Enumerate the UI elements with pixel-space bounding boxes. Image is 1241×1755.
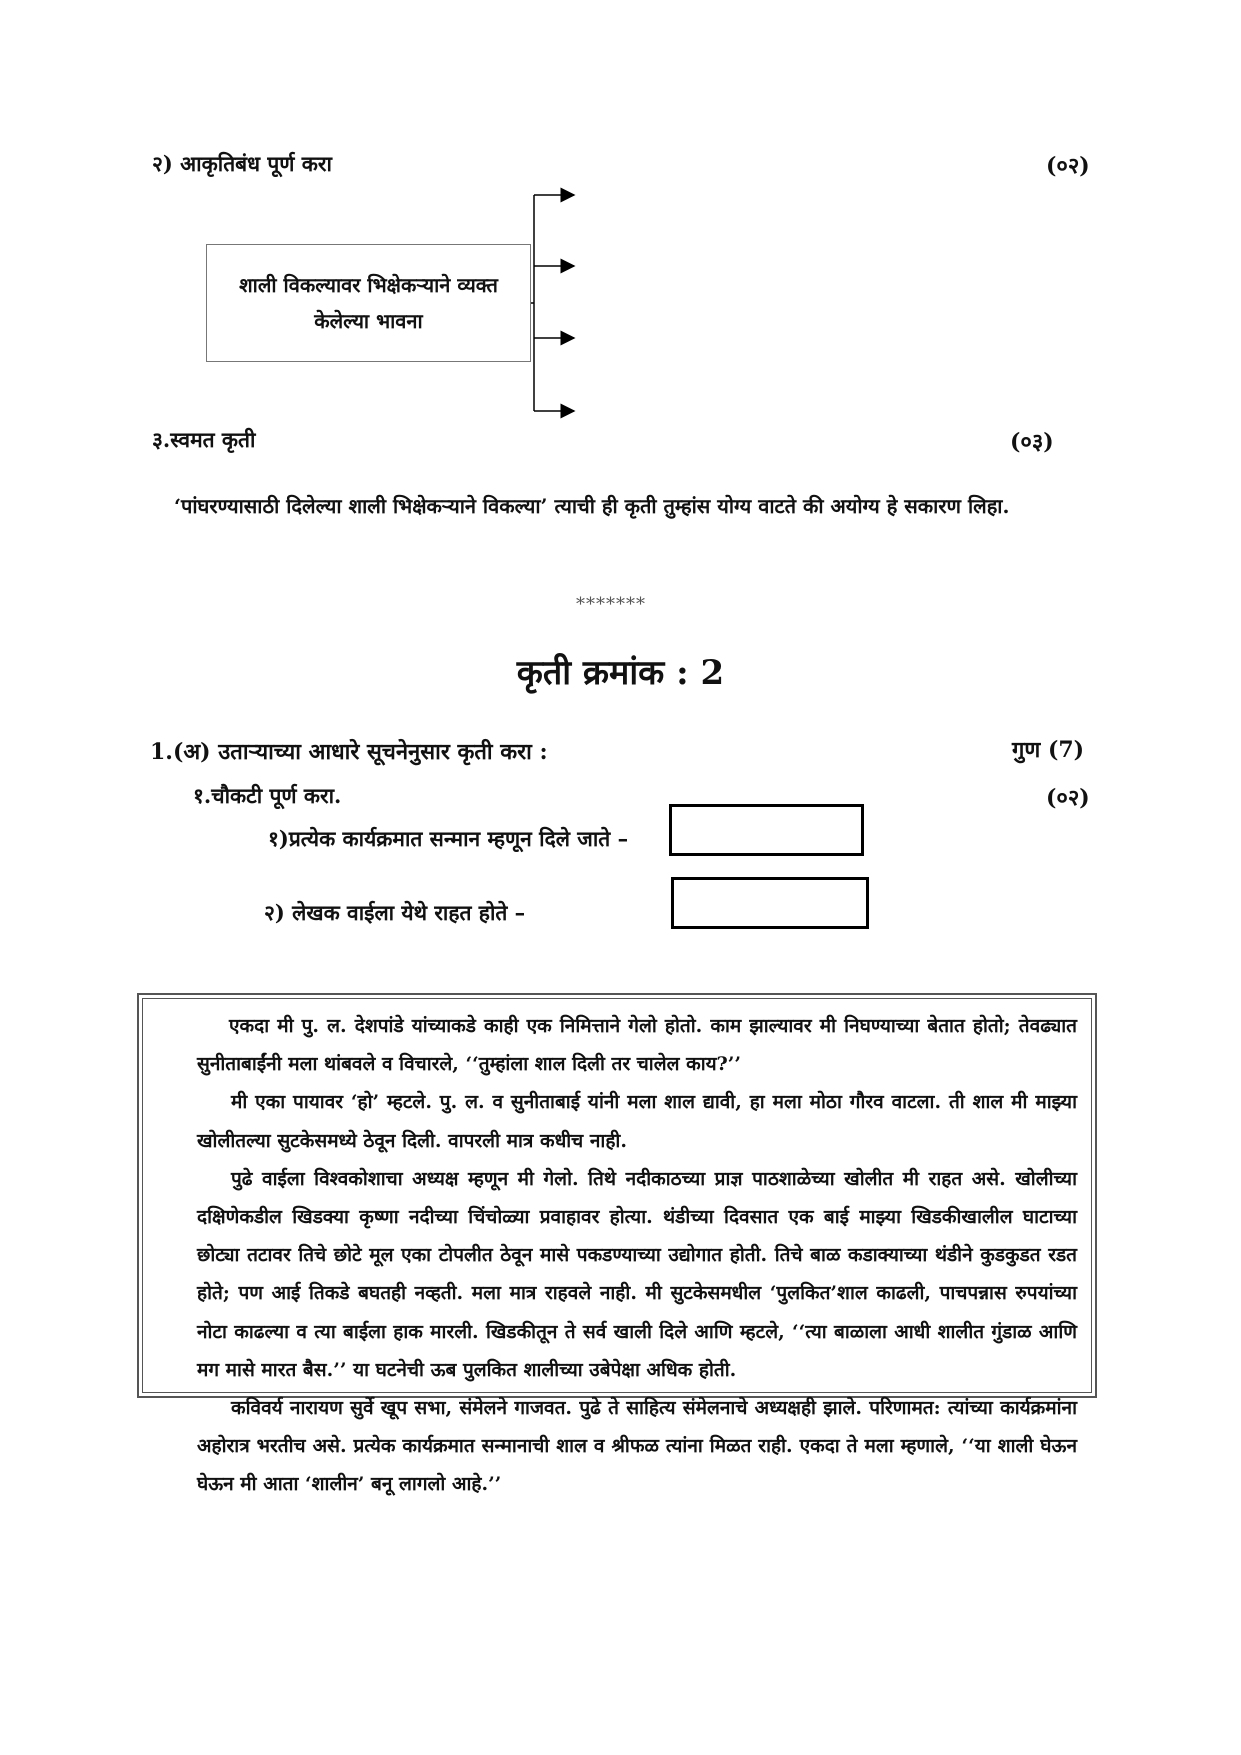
fill-item-1-label: १)प्रत्येक कार्यक्रमात सन्मान म्हणून दिले जाते –: [268, 826, 629, 851]
fill-item-2-label: २) लेखक वाईला येथे राहत होते –: [264, 900, 526, 925]
question-3-text: ‘पांघरण्यासाठी दिलेल्या शाली भिक्षेकऱ्याने विकल्या’ त्याची ही कृती तुम्हांस योग्य वाटते की अयोग्य हे सकारण लिहा.: [174, 494, 1010, 518]
question-1-label: 1.(अ) उताऱ्याच्या आधारे सूचनेनुसार कृती करा :: [150, 739, 548, 765]
passage-paragraph-4: कविवर्य नारायण सुर्वे खूप सभा, संमेलने गाजवत. पुढे ते साहित्य संमेलनाचे अध्यक्षही झाले. परिणामत: त्यांच्या कार्यक्रमांना अहोरात्र भरतीच असे. प्रत्येक कार्यक्रमात सन्मानाची शाल व श्रीफळ त्यांना मिळत राही. एकदा ते मला म्हणाले, ‘‘या शाली घेऊन घेऊन मी आता ‘शालीन’ बनू लागलो आहे.’’: [197, 1397, 1078, 1496]
answer-box-2[interactable]: [671, 877, 869, 929]
answer-box-1[interactable]: [669, 804, 864, 856]
concept-text-line-1: शाली विकल्यावर भिक्षेकऱ्याने व्यक्त: [239, 273, 498, 297]
concept-map-arrows: [0, 0, 1241, 440]
concept-text-line-2: केलेल्या भावना: [314, 309, 423, 333]
passage-paragraph-3: पुढे वाईला विश्वकोशाचा अध्यक्ष म्हणून मी गेलो. तिथे नदीकाठच्या प्राज्ञ पाठशाळेच्या खोलीत मी राहत असे. खोलीच्या दक्षिणेकडील खिडक्या कृष्णा नदीच्या चिंचोळ्या प्रवाहावर होत्या. थंडीच्या दिवसात एक बाई माझ्या खिडकीखालील घाटाच्या छोट्या तटावर तिचे छोटे मूल एका टोपलीत ठेवून मासे पकडण्याच्या उद्योगात होती. तिचे बाळ कडाक्याच्या थंडीने कुडकुडत रडत होते; पण आई तिकडे बघतही नव्हती. मला मात्र राहवले नाही. मी सुटकेसमधील ‘पुलकित’शाल काढली, पाचपन्नास रुपयांच्या नोटा काढल्या व त्या बाईला हाक मारली. खिडकीतून ते सर्व खाली दिले आणि म्हटले, ‘‘त्या बाळाला आधी शालीत गुंडाळ आणि मग मासे मारत बैस.’’ या घटनेची ऊब पुलकित शालीच्या उबेपेक्षा अधिक होती.: [197, 1167, 1077, 1381]
question-2-marks: (०२): [1046, 153, 1090, 179]
question-3-label: ३.स्वमत कृती: [152, 427, 256, 452]
separator-stars: *******: [576, 594, 646, 615]
section-heading: कृती क्रमांक : 2: [516, 653, 725, 693]
question-3-marks: (०३): [1010, 429, 1054, 455]
sub-question-marks: (०२): [1046, 785, 1090, 811]
sub-question-label: १.चौकटी पूर्ण करा.: [193, 783, 342, 808]
passage-frame: [137, 993, 1097, 1496]
question-2-label: २) आकृतिबंध पूर्ण करा: [152, 151, 332, 176]
passage-body: [142, 998, 1092, 1496]
passage-paragraph-2: मी एका पायावर ‘हो’ म्हटले. पु. ल. व सुनीताबाई यांनी मला शाल द्यावी, हा मला मोठा गौरव वाटला. ती शाल मी माझ्या खोलीतल्या सुटकेसमध्ये ठेवून दिली. वापरली मात्र कधीच नाही.: [197, 1091, 1077, 1152]
question-1-marks: गुण (7): [1012, 737, 1085, 763]
passage-paragraph-1: एकदा मी पु. ल. देशपांडे यांच्याकडे काही एक निमित्ताने गेलो होतो. काम झाल्यावर मी निघण्याच्या बेतात होतो; तेवढ्यात सुनीताबाईंनी मला थांबवले व विचारले, ‘‘तुम्हांला शाल दिली तर चालेल काय?’’: [197, 1015, 1077, 1076]
